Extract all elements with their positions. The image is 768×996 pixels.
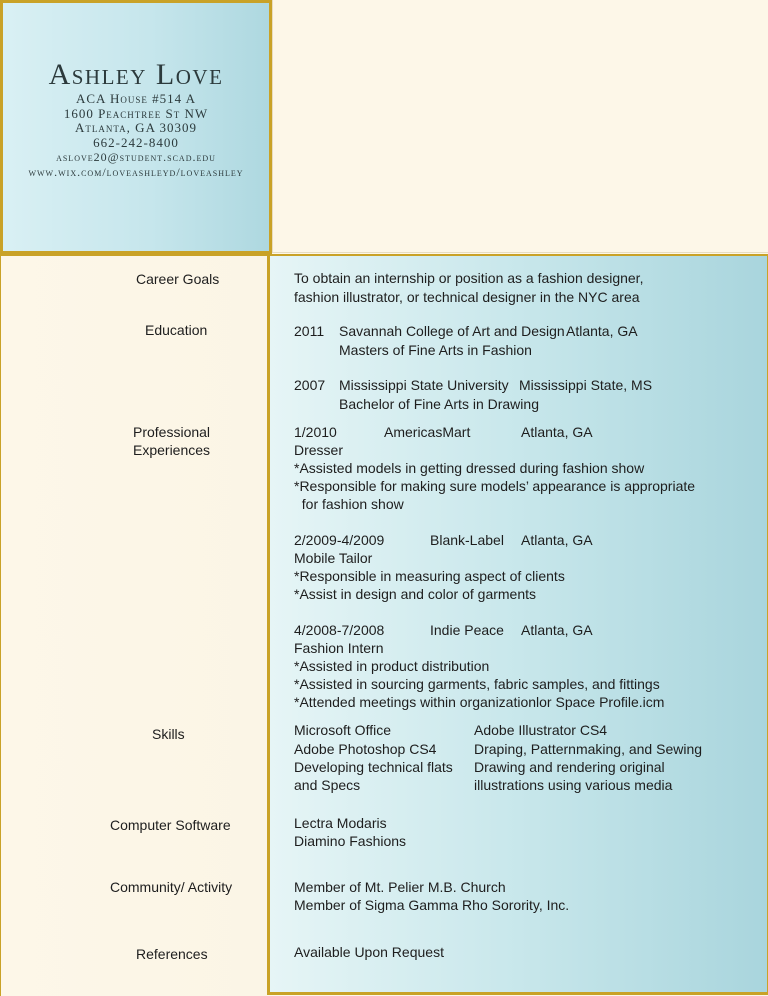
education-degree: Bachelor of Fine Arts in Drawing xyxy=(339,396,539,412)
address-line-1: ACA House #514 A xyxy=(75,91,197,106)
experience-title: Mobile Tailor xyxy=(294,550,373,566)
label-professional: Professional xyxy=(133,424,211,440)
skill-item: Adobe Illustrator CS4 xyxy=(474,722,608,738)
software-item: Diamino Fashions xyxy=(294,833,407,849)
experience-location: Atlanta, GA xyxy=(521,622,593,638)
experience-company: AmericasMart xyxy=(384,424,471,440)
education-school: Savannah College of Art and Design xyxy=(339,323,565,339)
software-item: Lectra Modaris xyxy=(294,815,387,831)
education-location: Mississippi State, MS xyxy=(519,377,653,393)
education-school: Mississippi State University xyxy=(339,377,509,393)
label-references: References xyxy=(136,946,208,962)
label-career-goals: Career Goals xyxy=(136,271,220,287)
experience-title: Fashion Intern xyxy=(294,640,384,656)
skill-item: Draping, Patternmaking, and Sewing xyxy=(474,741,703,757)
education-location: Atlanta, GA xyxy=(566,323,638,339)
label-experiences: Experiences xyxy=(133,442,211,458)
email-link[interactable]: aslove20@student.scad.edu xyxy=(56,150,216,164)
top-right-panel xyxy=(272,0,768,253)
experience-bullet: *Assisted models in getting dressed during fashion show xyxy=(294,460,645,476)
label-computer-software: Computer Software xyxy=(110,817,231,833)
career-goals-line-2: fashion illustrator, or technical designer in the NYC area xyxy=(294,289,640,305)
career-goals-line-1: To obtain an internship or position as a fashion designer, xyxy=(294,270,644,286)
resume-name: Ashley Love xyxy=(48,58,224,91)
skill-item: Drawing and rendering original xyxy=(474,759,665,775)
experience-bullet: *Responsible for making sure models’ appearance is appropriate xyxy=(294,478,696,494)
experience-bullet: *Attended meetings within organizationlor Space Profile.icm xyxy=(294,694,665,710)
label-skills: Skills xyxy=(152,726,185,742)
label-community: Community/ Activity xyxy=(110,879,233,895)
address-line-3: Atlanta, GA 30309 xyxy=(75,120,197,135)
label-education: Education xyxy=(145,322,208,338)
experience-location: Atlanta, GA xyxy=(521,424,593,440)
experience-title: Dresser xyxy=(294,442,344,458)
address-line-2: 1600 Peachtree St NW xyxy=(63,105,209,121)
references-text: Available Upon Request xyxy=(294,944,444,960)
experience-bullet: *Assist in design and color of garments xyxy=(294,586,537,602)
experience-date: 1/2010 xyxy=(294,424,337,440)
community-item: Member of Sigma Gamma Rho Sorority, Inc. xyxy=(294,897,570,913)
skill-item: Microsoft Office xyxy=(294,722,391,738)
phone: 662-242-8400 xyxy=(93,134,179,150)
experience-bullet: *Assisted in sourcing garments, fabric samples, and fittings xyxy=(294,676,660,692)
experience-bullet: *Responsible in measuring aspect of clients xyxy=(294,568,565,584)
community-item: Member of Mt. Pelier M.B. Church xyxy=(294,879,506,895)
website-link[interactable]: www.wix.com/loveashleyd/loveashley xyxy=(28,164,244,179)
skill-item: and Specs xyxy=(294,777,361,793)
experience-bullet: *Assisted in product distribution xyxy=(294,658,490,674)
experience-date: 2/2009-4/2009 xyxy=(294,532,385,548)
experience-date: 4/2008-7/2008 xyxy=(294,622,385,638)
education-degree: Masters of Fine Arts in Fashion xyxy=(339,342,532,358)
skill-item: illustrations using various media xyxy=(474,777,673,793)
experience-company: Indie Peace xyxy=(430,622,504,638)
experience-company: Blank-Label xyxy=(430,532,504,548)
education-year: 2007 xyxy=(294,377,326,393)
experience-bullet: for fashion show xyxy=(294,496,404,512)
skill-item: Adobe Photoshop CS4 xyxy=(294,741,437,757)
experience-location: Atlanta, GA xyxy=(521,532,593,548)
education-year: 2011 xyxy=(294,323,325,339)
contact-header xyxy=(0,58,272,179)
skill-item: Developing technical flats xyxy=(294,759,453,775)
